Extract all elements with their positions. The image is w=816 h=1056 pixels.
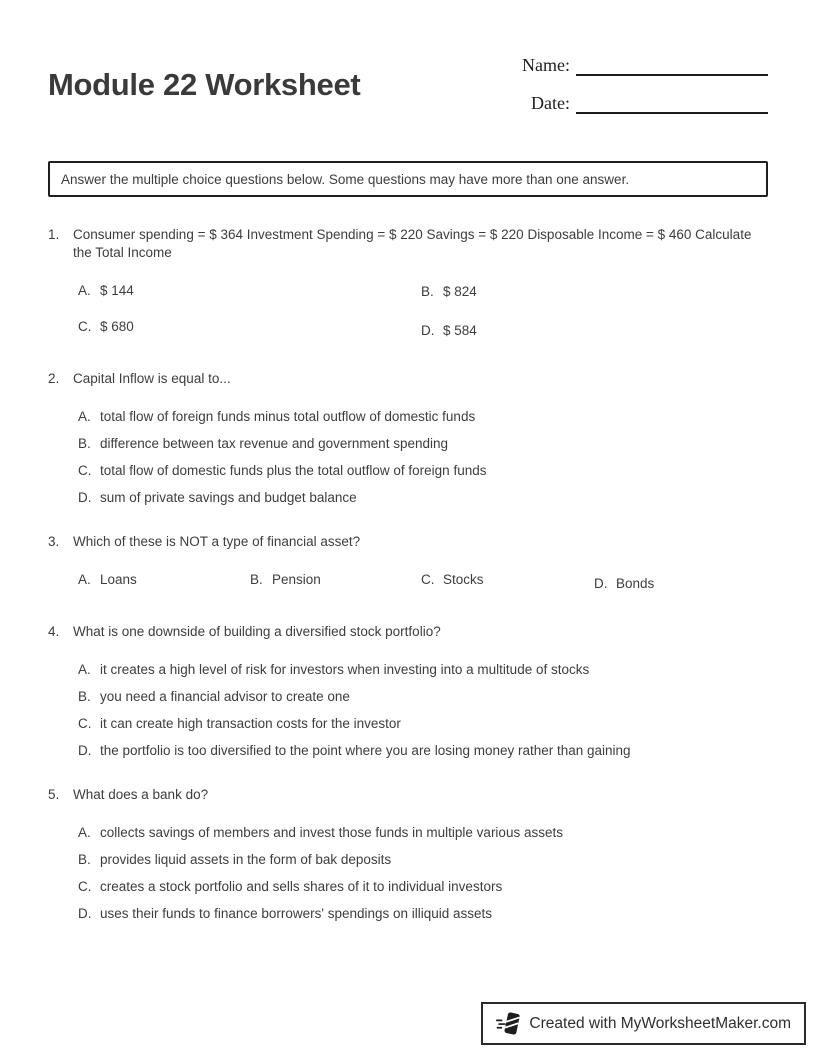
date-field-row xyxy=(498,88,768,114)
question-1 xyxy=(48,226,768,338)
question-head xyxy=(48,370,768,388)
option-letter: A. xyxy=(78,283,91,298)
option-letter: A. xyxy=(78,572,91,587)
option-c xyxy=(78,462,768,479)
option-a xyxy=(78,408,768,425)
question-5 xyxy=(48,786,768,922)
option-a xyxy=(78,571,250,588)
question-number: 4. xyxy=(48,624,60,639)
option-d xyxy=(421,322,768,339)
option-text: creates a stock portfolio and sells shares of it to individual investors xyxy=(100,879,503,894)
option-letter: D. xyxy=(78,906,92,921)
options-list xyxy=(78,824,768,922)
option-text: provides liquid assets in the form of bak deposits xyxy=(100,852,392,867)
question-head xyxy=(48,623,768,641)
options-list xyxy=(78,408,768,506)
option-text: $ 584 xyxy=(443,323,477,338)
option-letter: A. xyxy=(78,825,91,840)
option-c xyxy=(78,715,768,732)
question-head xyxy=(48,786,768,804)
name-date-fields xyxy=(498,50,768,126)
option-b xyxy=(421,283,768,300)
credit-text: Created with MyWorksheetMaker.com xyxy=(529,1014,791,1032)
option-d xyxy=(78,905,768,922)
option-a xyxy=(78,282,421,299)
option-text: difference between tax revenue and government spending xyxy=(100,436,448,451)
question-2 xyxy=(48,370,768,506)
credit-box xyxy=(481,1002,806,1045)
name-field-row xyxy=(498,50,768,76)
options-list xyxy=(78,282,768,338)
question-number: 1. xyxy=(48,227,60,242)
myworksheetmaker-logo-icon xyxy=(496,1011,520,1037)
option-text: Stocks xyxy=(443,572,484,587)
question-number: 5. xyxy=(48,787,60,802)
instructions-box: Answer the multiple choice questions below. Some questions may have more than one answer. xyxy=(48,161,768,197)
question-number: 3. xyxy=(48,534,60,549)
option-letter: A. xyxy=(78,409,91,424)
option-letter: C. xyxy=(78,319,92,334)
option-text: it creates a high level of risk for investors when investing into a multitude of stocks xyxy=(100,662,590,677)
option-text: sum of private savings and budget balance xyxy=(100,490,357,505)
option-text: $ 144 xyxy=(100,283,134,298)
option-c xyxy=(78,318,421,335)
option-b xyxy=(78,688,768,705)
option-d xyxy=(594,575,768,592)
option-letter: B. xyxy=(250,572,263,587)
option-d xyxy=(78,742,768,759)
page-title: Module 22 Worksheet xyxy=(48,66,361,102)
date-blank-line[interactable] xyxy=(576,88,768,114)
name-blank-line[interactable] xyxy=(576,50,768,76)
question-text: Which of these is NOT a type of financial asset? xyxy=(73,534,361,549)
option-b xyxy=(78,851,768,868)
option-text: Bonds xyxy=(616,576,655,591)
option-text: total flow of domestic funds plus the total outflow of foreign funds xyxy=(100,463,487,478)
option-text: Loans xyxy=(100,572,137,587)
option-letter: D. xyxy=(78,490,92,505)
option-d xyxy=(78,489,768,506)
option-text: $ 680 xyxy=(100,319,134,334)
option-text: the portfolio is too diversified to the point where you are losing money rather than gaining xyxy=(100,743,631,758)
name-label: Name: xyxy=(522,55,570,75)
question-3 xyxy=(48,533,768,591)
option-letter: C. xyxy=(78,879,92,894)
question-text: Capital Inflow is equal to... xyxy=(73,371,231,386)
option-text: uses their funds to finance borrowers' spendings on illiquid assets xyxy=(100,906,493,921)
option-letter: B. xyxy=(78,436,91,451)
option-text: collects savings of members and invest those funds in multiple various assets xyxy=(100,825,563,840)
date-label: Date: xyxy=(531,93,570,113)
option-letter: D. xyxy=(594,576,608,591)
option-text: $ 824 xyxy=(443,284,477,299)
option-letter: D. xyxy=(421,323,435,338)
question-head xyxy=(48,533,768,551)
option-letter: C. xyxy=(78,463,92,478)
option-letter: A. xyxy=(78,662,91,677)
question-text: What does a bank do? xyxy=(73,787,209,802)
option-c xyxy=(78,878,768,895)
option-a xyxy=(78,824,768,841)
option-a xyxy=(78,661,768,678)
option-letter: C. xyxy=(421,572,435,587)
option-c xyxy=(421,571,594,588)
option-text: Pension xyxy=(272,572,321,587)
option-text: you need a financial advisor to create one xyxy=(100,689,350,704)
option-text: total flow of foreign funds minus total outflow of domestic funds xyxy=(100,409,476,424)
option-letter: B. xyxy=(78,689,91,704)
question-number: 2. xyxy=(48,371,60,386)
option-text: it can create high transaction costs for the investor xyxy=(100,716,401,731)
question-head xyxy=(48,226,768,262)
question-text: What is one downside of building a diversified stock portfolio? xyxy=(73,624,441,639)
option-b xyxy=(250,571,421,588)
option-letter: B. xyxy=(78,852,91,867)
option-letter: C. xyxy=(78,716,92,731)
options-list xyxy=(78,571,768,591)
question-text: Consumer spending = $ 364 Investment Spending = $ 220 Savings = $ 220 Disposable Income = $ 460 Calculate the Total Income xyxy=(73,227,752,260)
option-letter: D. xyxy=(78,743,92,758)
options-list xyxy=(78,661,768,759)
option-b xyxy=(78,435,768,452)
questions-list xyxy=(48,226,768,922)
question-4 xyxy=(48,623,768,759)
option-letter: B. xyxy=(421,284,434,299)
